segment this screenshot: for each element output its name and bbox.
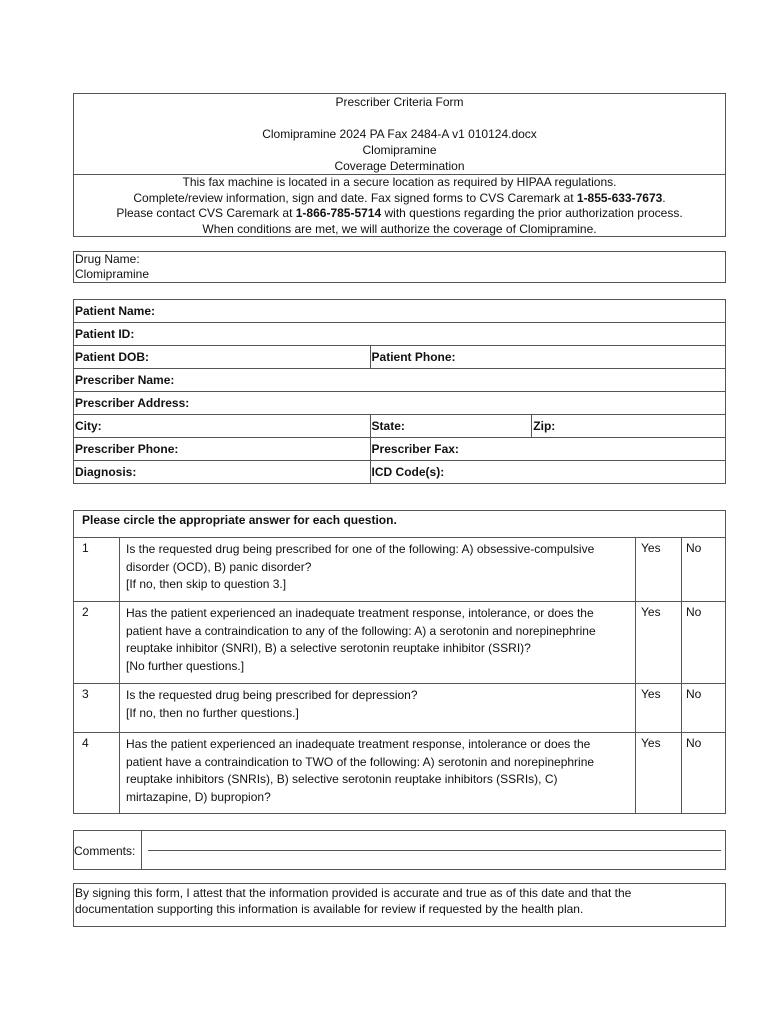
phone-number: 1-866-785-5714 (295, 206, 382, 220)
prescriber-address-field[interactable]: Prescriber Address: (74, 392, 726, 415)
question-row (74, 684, 725, 733)
question-number: 4 (82, 736, 89, 750)
form-header (73, 93, 726, 237)
question-text: Has the patient experienced an inadequate treatment response, intolerance or does the patient have a contraindication to TWO of the following: A) serotonin and norepinephrine reuptake inhibitors (SNRIs), B) selective serotonin reuptake inhibitors (SSRIs), C) mirtazapine, D) bupropion? (126, 737, 595, 804)
icd-code-field[interactable]: ICD Code(s): (370, 461, 725, 484)
attestation-line-1: By signing this form, I attest that the information provided is accurate and true as of this date and that the (75, 886, 632, 900)
state-field[interactable]: State: (370, 415, 532, 438)
question-text: Has the patient experienced an inadequate treatment response, intolerance, or does the patient have a contraindication to any of the following: A) a serotonin and norepinephrine reuptake inhibitor (SNRI), B) a selective serotonin reuptake inhibitor (SSRI)? [No further questions.] (126, 606, 596, 673)
attestation-block (73, 883, 726, 927)
fax-number: 1-855-633-7673 (576, 190, 663, 205)
answer-yes[interactable]: Yes (641, 605, 661, 619)
drug-name-label: Drug Name: (75, 252, 140, 266)
question-row (74, 538, 725, 602)
question-number: 3 (82, 687, 89, 701)
answer-yes[interactable]: Yes (641, 541, 661, 555)
prescriber-fax-field[interactable]: Prescriber Fax: (370, 438, 725, 461)
question-row (74, 602, 725, 684)
form-filename: Clomipramine 2024 PA Fax 2484-A v1 010124.docx (262, 127, 537, 141)
answer-no[interactable]: No (686, 541, 702, 555)
column-divider (635, 537, 636, 813)
answer-yes[interactable]: Yes (641, 687, 661, 701)
comments-block (73, 830, 726, 870)
attestation-line-2: documentation supporting this information is available for review if requested by the health plan. (75, 902, 584, 916)
form-title: Prescriber Criteria Form (335, 95, 464, 109)
column-divider (681, 537, 682, 813)
coverage-line: When conditions are met, we will authorize the coverage of Clomipramine. (202, 221, 597, 236)
prescriber-phone-field[interactable]: Prescriber Phone: (74, 438, 371, 461)
questions-table (73, 510, 726, 814)
comments-divider (141, 831, 142, 869)
answer-yes[interactable]: Yes (641, 736, 661, 750)
fax-line: Complete/review information, sign and date. Fax signed forms to CVS Caremark at 1-855-633-7673. (133, 190, 666, 205)
question-text: Is the requested drug being prescribed for one of the following: A) obsessive-compulsive disorder (OCD), B) panic disorder? [If no, then skip to question 3.] (126, 542, 595, 591)
comments-label: Comments: (74, 844, 136, 858)
patient-dob-field[interactable]: Patient DOB: (74, 346, 371, 369)
patient-info-table (73, 299, 726, 484)
drug-name-value: Clomipramine (75, 267, 150, 281)
hipaa-line: This fax machine is located in a secure location as required by HIPAA regulations. (182, 175, 617, 189)
comments-input-line[interactable] (148, 850, 721, 851)
city-field[interactable]: City: (74, 415, 371, 438)
patient-phone-field[interactable]: Patient Phone: (370, 346, 725, 369)
form-type: Coverage Determination (334, 159, 465, 173)
patient-name-field[interactable]: Patient Name: (74, 300, 726, 323)
question-row (74, 733, 725, 813)
answer-no[interactable]: No (686, 736, 702, 750)
zip-field[interactable]: Zip: (532, 415, 726, 438)
drug-name-block (73, 251, 726, 283)
question-text: Is the requested drug being prescribed for depression? [If no, then no further questions.] (126, 688, 418, 720)
diagnosis-field[interactable]: Diagnosis: (74, 461, 371, 484)
patient-id-field[interactable]: Patient ID: (74, 323, 726, 346)
answer-no[interactable]: No (686, 687, 702, 701)
header-title-block (74, 94, 725, 174)
form-drug: Clomipramine (362, 143, 437, 157)
answer-no[interactable]: No (686, 605, 702, 619)
prescriber-name-field[interactable]: Prescriber Name: (74, 369, 726, 392)
question-number: 1 (82, 541, 89, 555)
column-divider (119, 537, 120, 813)
question-number: 2 (82, 605, 89, 619)
questions-instruction: Please circle the appropriate answer for each question. (74, 511, 725, 538)
contact-line: Please contact CVS Caremark at 1-866-785-5714 with questions regarding the prior authorization process. (116, 206, 683, 220)
header-instructions (74, 174, 725, 236)
